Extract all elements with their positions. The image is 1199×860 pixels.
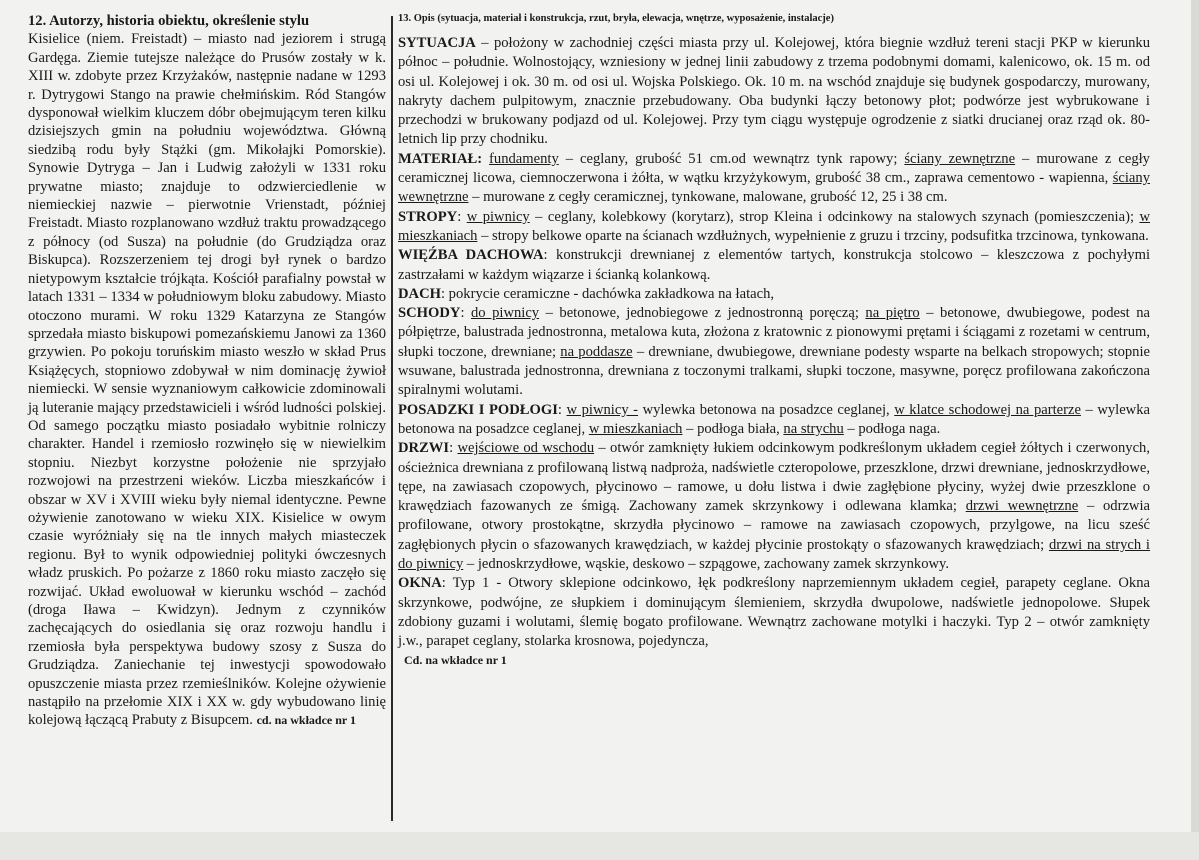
posadzki-text: wylewka betonowa na posadzce ceglanej,: [638, 401, 895, 418]
stropy-text: – stropy belkowe oparte na ścianach wzdłużnych, wypełnienie z gruzu i trzciny, podsufitka trzcinowa, tynkowana.: [477, 227, 1149, 244]
posadzki-text: – wylewka betonowa na posadzce ceglanej,: [398, 401, 1150, 437]
drzwi-text: – jednoskrzydłowe, wąskie, deskowo – szpągowe, zachowany zamek skrzynkowy.: [463, 556, 950, 573]
section-stropy: [398, 208, 1150, 247]
stropy-text: :: [457, 208, 467, 225]
sytuacja-text: – położony w zachodniej części miasta przy ul. Kolejowej, która biegnie wzdłuż tereni stacji PKP w kierunku północ – południe. Wolnostojący, wzniesiony w jednej linii zabudowy z trzema podobnymi domami, kalenicowo, ok. 15 m. od osi ul. Kolejowej i ok. 30 m. od osi ul. Wojska Polskiego. Ok. 10 m. na wschód znajduje się budynek gospodarczy, murowany, nakryty dachem pulpitowym, znacznie przebudowany. Oba budynki łączy betonowy płot; podwórze jest wybrukowane i przechodzi w brukowany podjazd od ul. Kolejowej. Przy tym ciągu występuje ogrodzenie z siatki drucianej oraz rząd ok. 80-letnich lip przy chodniku.: [398, 35, 1150, 148]
scan-edge: [1191, 0, 1199, 860]
posadzki-text: – podłoga naga.: [843, 420, 941, 437]
material-text: – ceglany, grubość 51 cm.od wewnątrz tynk rapowy;: [558, 150, 905, 167]
posadzki-term: na strychu: [783, 420, 844, 437]
drzwi-text: :: [449, 440, 458, 457]
posadzki-label: POSADZKI I PODŁOGI: [398, 401, 558, 418]
drzwi-term: drzwi wewnętrzne: [965, 498, 1079, 515]
drzwi-term: wejściowe od wschodu: [457, 440, 595, 457]
material-term: ściany wewnętrzne: [398, 170, 1150, 206]
drzwi-term: drzwi na strych i do piwnicy: [398, 536, 1150, 573]
schody-text: – betonowe, jednobiegowe z jednostronną poręczą;: [539, 305, 866, 322]
stropy-text: – ceglany, kolebkowy (korytarz), strop Kleina i odcinkowy na stalowych szynach (pomieszczenia);: [529, 208, 1140, 225]
posadzki-term: w mieszkaniach: [588, 420, 683, 437]
material-text: – murowane z cegły ceramicznej, tynkowane, malowane, grubość 12, 25 i 38 cm.: [468, 189, 948, 206]
history-text: Kisielice (niem. Freistadt) – miasto nad jeziorem i strugą Gardęga. Ziemie tutejsze należące do Prusów zostały w k. XIII w. zdobyte przez Krzyżaków, następnie nadane w 1293 r. Dytrygowi Stango na prawie chełmińskim. Ród Stangów dysponował wielkim kluczem dóbr obejmującym teren kilku dzisiejszych gmin na południu województwa. Główną siedzibą rodu były Stążki (gm. Mikołajki Pomorskie). Synowie Dytryga – Jan i Ludwig założyli w 1331 roku prywatne miasto; znajduje to odzwierciedlenie w niemieckiej nazwie – pierwotnie Vrienstadt, później Freistadt. Miasto rozplanowano wzdłuż traktu prowadzącego z północy (od Susza) na południe (do Grudziądza oraz Biskupca). Rozszerzeniem tej drogi był rynek o bardzo nietypowym kształcie trójkąta. Kościół parafialny powstał w latach 1331 – 1334 w południowym bloku zabudowy. Miasto otoczono murami. W roku 1329 Katarzyna ze Stangów sprzedała miasto biskupowi pomezańskiemu Janowi za 1360 grzywien. Po pokoju toruńskim miasto weszło w skład Prus Książęcych, stopniowo zdobywał w nim dominację żywioł niemiecki. W sensie wyznaniowym całkowicie zdominowali ją luteranie mający przedstawicieli i wśród ludności polskiej. Od samego początku miasto posiadało wybitnie rolniczy charakter. Handel i rzemiosło rozwinęło się w niewielkim stopniu. Niezbyt korzystne położenie nie sprzyjało rozwojowi na przestrzeni wieków. Liczba mieszkańców i obszar w XV i XVIII wieku były niemal identyczne. Pewne ożywienie zanotowano w wieku XIX. Kisielice w owym czasie wyróżniały się na tle innych małych miasteczek regionu. Był to wynik odpowiedniej polityki ówczesnych władz pruskich. Po pożarze z 1860 roku miasto zaczęło się rozwijać. Układ ewoluował w kierunku wschód – zachód (droga Iława – Kwidzyn). Jednym z czynników zachęcających do osiedlania się oraz rozwoju handlu i rzemiosła była perspektywa budowy szosy z Susza do Grudziądza. Zaniechanie tej inwestycji spowodowało opuszczenie miasta przez rzemieślników. Kolejne ożywienie nastąpiło na przełomie XIX i XX w. gdy wybudowano linię kolejową łączącą Prabuty z Bisupcem.: [28, 31, 386, 729]
stropy-term: w mieszkaniach: [398, 208, 1150, 244]
wiezba-text: : konstrukcji drewnianej z elementów tartych, konstrukcja stolcowo – kleszczowa z pochyłymi zastrzałami w każdym wiązarze i ścianką kolankową.: [398, 247, 1150, 283]
schody-text: – drewniane, dwubiegowe, drewniane podesty wsparte na belkach stropowych; stopnie wsuwane, balustrada jednostronna, drewniana z toczonymi tralkami, słupki toczone, masywne, poręcz profilowana zakończona spiralnymi wolutami.: [398, 343, 1151, 399]
drzwi-label: DRZWI: [398, 440, 450, 457]
section-schody: [398, 304, 1150, 400]
schody-term: na piętro: [865, 305, 920, 322]
okna-text: : Typ 1 - Otwory sklepione odcinkowo, łęk podkreślony naprzemiennym układem cegieł, parapety ceglane. Okna skrzynkowe, podwójne, ze słupkiem i dominującym ślemieniem, skrzydła dwupolowe, nadświetle jednopolowe. Słupek zdobiony guzami i wolutami, ślemię bogato profilowane. Wewnątrz zachowane motylki i haczyki. Typ 2 – otwór zamknięty j.w., parapet ceglany, stolarka krosnowa, pojedyncza,: [398, 575, 1150, 650]
description-heading: 13. Opis (sytuacja, materiał i konstrukcja, rzut, bryła, elewacja, wnętrze, wyposażenie, instalacje): [398, 13, 834, 24]
posadzki-text: – podłoga biała,: [682, 420, 784, 437]
drzwi-text: – odrzwia profilowane, otwory prostokątne, skrzydła płycinowo – ramowe na zawiasach czopowych, przylgowe, na licu sześć zagłębionych płycin o sfazowanych krawędziach, w każdej płycinie prostokąty o sfazowanych krawędziach;: [398, 498, 1150, 553]
history-heading: 12. Autorzy, historia obiektu, określenie stylu: [28, 13, 310, 29]
stropy-term: w piwnicy: [466, 208, 530, 225]
description-continued-note: Cd. na wkładce nr 1: [404, 652, 507, 667]
schody-term: na poddasze: [560, 343, 633, 360]
dach-text: : pokrycie ceramiczne - dachówka zakładkowa na łatach,: [440, 285, 775, 302]
history-continued-note: cd. na wkładce nr 1: [256, 713, 357, 728]
material-term: fundamenty: [489, 150, 559, 167]
section-material: [398, 150, 1150, 208]
column-divider: [391, 16, 393, 821]
okna-label: OKNA: [398, 575, 442, 592]
schody-label: SCHODY: [398, 305, 461, 322]
schody-term: do piwnicy: [471, 305, 540, 322]
material-text: – murowane z cegły ceramicznej licowa, ciemnoczerwona i żółta, w wątku krzyżykowym, grubość 38 cm., zaprawa cementowo - wapienna,: [398, 150, 1150, 187]
drzwi-text: – otwór zamknięty łukiem odcinkowym podkreślonym układem cegieł żółtych i czerwonych, ościeżnica drewniana z profilowaną listwą nadproża, nadświetle czteropolowe, przeszklone, drzwi drewniane, jednoskrzydłowe, tępe, na zawiasach czopowych, płycinowo – ramowe, u dołu listwa i dwie zagłębione płyciny, wyżej dwie przeszklone o krawędziach fazowanych ze śmigą. Zachowany zamek skrzynkowy i odlewana klamka;: [398, 440, 1150, 515]
schody-text: – betonowe, dwubiegowe, podest na półpiętrze, balustrada jednostronna, metalowa kuta, złożona z kratownic z pionowymi prętami i ściągami z rozetami w centrum, słupki toczone, drewniane;: [398, 305, 1150, 360]
posadzki-term: w klatce schodowej na parterze: [894, 401, 1081, 418]
posadzki-term: w piwnicy -: [566, 401, 639, 418]
wiezba-label: WIĘŹBA DACHOWA: [398, 247, 544, 264]
section-dach: [398, 285, 1150, 304]
section-posadzki: [398, 401, 1150, 440]
material-label: MATERIAŁ:: [398, 150, 483, 167]
stropy-label: STROPY: [398, 208, 458, 225]
description-column: [398, 12, 1150, 668]
dach-label: DACH: [398, 285, 441, 302]
history-column: [28, 12, 386, 730]
material-term: ściany zewnętrzne: [904, 150, 1016, 167]
sytuacja-label: SYTUACJA: [398, 35, 476, 51]
section-okna: [398, 574, 1150, 651]
section-sytuacja: [398, 34, 1150, 150]
schody-text: :: [460, 305, 471, 322]
section-drzwi: [398, 439, 1150, 574]
posadzki-text: :: [557, 401, 567, 418]
section-wiezba: [398, 246, 1150, 285]
scan-bottom-margin: [0, 832, 1199, 860]
